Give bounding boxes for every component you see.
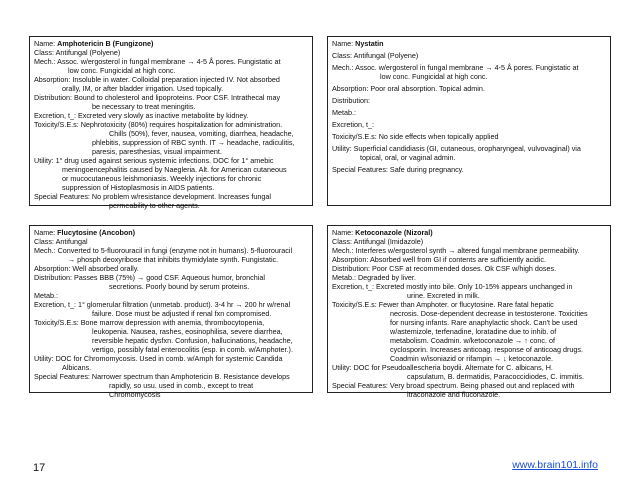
mechanism: Mech.: Assoc. w/ergosterol in fungal membrane → 4-5 Å pores. Fungistatic at — [332, 63, 579, 72]
toxicity-cont: cyclosporin. Increases anticoag. response of anticoag drugs. — [390, 345, 583, 354]
drug-class: Class: Antifungal (Polyene) — [332, 51, 419, 60]
drug-class: Class: Antifungal — [34, 237, 88, 246]
mechanism: Mech.: Interferes w/ergosterol synth → altered fungal membrane permeability. — [332, 246, 580, 255]
toxicity-cont: Coadmin w/isoniazid or rifampin → ↓ ketoconazole. — [390, 354, 553, 363]
utility-cont: topical, oral, or vaginal admin. — [360, 153, 456, 162]
drug-class: Class: Antifungal (Imidazole) — [332, 237, 424, 246]
excretion: Excretion, t_: Excreted very slowly as inactive metabolite by kidney. — [34, 111, 249, 120]
toxicity-cont: reversible hepatic dysfxn. Confusion, hallucinations, headache, — [92, 336, 293, 345]
absorption: Absorption: Well absorbed orally. — [34, 264, 139, 273]
excretion: Excretion, t_: Excreted mostly into bile. Only 10-15% appears unchanged in — [332, 282, 573, 291]
distribution: Distribution: Poor CSF at recommended doses. Ok CSF w/high doses. — [332, 264, 557, 273]
special-features-cont: itraconazole and fluconazole. — [407, 390, 501, 399]
special-features: Special Features: No problem w/resistance development. Increases fungal — [34, 192, 271, 201]
excretion-cont: failure. Dose must be adjusted if renal fxn compromised. — [92, 309, 272, 318]
toxicity: Toxicity/S.E.s: Bone marrow depression with anemia, thrombocytopenia, — [34, 318, 265, 327]
mechanism-cont: low conc. Fungicidal at high conc. — [68, 66, 176, 75]
utility-cont: capsulatum, B. dermatidis, Paracoccidiodes, C. immitis. — [407, 372, 584, 381]
drug-name: Name: Amphotericin B (Fungizone) — [34, 39, 154, 48]
distribution-cont: secretions. Poorly bound by serum proteins. — [109, 282, 250, 291]
toxicity-cont: Chills (50%), fever, nausea, vomiting, diarrhea, headache, — [109, 129, 294, 138]
utility: Utility: Superficial candidiasis (GI, cutaneous, oropharyngeal, vulvovaginal) via — [332, 144, 581, 153]
excretion-cont: urine. Excreted in milk. — [407, 291, 480, 300]
absorption: Absorption: Absorbed well from GI if contents are sufficiently acidic. — [332, 255, 546, 264]
drug-card-flucytosine — [29, 225, 313, 399]
distribution-cont: be necessary to treat meningitis. — [92, 102, 196, 111]
distribution: Distribution: Passes BBB (75%) → good CSF. Aqueous humor, bronchial — [34, 273, 265, 282]
toxicity-cont: for nursing infants. Rare anaphylactic shock. Can't be used — [390, 318, 578, 327]
utility-cont: suppression of Histoplasmosis in AIDS patients. — [62, 183, 215, 192]
drug-card-amphotericin — [29, 36, 313, 210]
mechanism: Mech.: Assoc. w/ergosterol in fungal membrane → 4-5 Å pores. Fungistatic at — [34, 57, 281, 66]
absorption: Absorption: Poor oral absorption. Topical admin. — [332, 84, 485, 93]
toxicity: Toxicity/S.E.s: Nephrotoxicity (80%) requires hospitalization for administration. — [34, 120, 283, 129]
toxicity-cont: phlebitis, suppression of RBC synth. IT → headache, radiculitis, — [92, 138, 295, 147]
special-features: Special Features: Narrower spectrum than Amphotericin B. Resistance develops — [34, 372, 290, 381]
toxicity-cont: vertigo, possibly fatal enterocolitis (esp. in comb. w/Amphoter.). — [92, 345, 293, 354]
special-features-cont: permeability to other agents. — [109, 201, 200, 210]
drug-name: Name: Nystatin — [332, 39, 384, 48]
toxicity-cont: necrosis. Dose-dependent decrease in testosterone. Toxicities — [390, 309, 588, 318]
metabolism: Metab.: — [34, 291, 58, 300]
toxicity: Toxicity/S.E.s: Fewer than Amphoter. or flucytosine. Rare fatal hepatic — [332, 300, 554, 309]
metabolism: Metab.: Degraded by liver. — [332, 273, 416, 282]
drug-class: Class: Antifungal (Polyene) — [34, 48, 121, 57]
distribution: Distribution: Bound to cholesterol and lipoproteins. Poor CSF. Intrathecal may — [34, 93, 281, 102]
drug-name: Name: Flucytosine (Ancobon) — [34, 228, 136, 237]
absorption-cont: orally, IM, or after bladder irrigation. Used topically. — [62, 84, 224, 93]
utility-cont: or mucocutaneous leishmoniasis. Weekly injections for chronic — [62, 174, 262, 183]
utility: Utility: 1° drug used against serious systemic infections. DOC for 1° amebic — [34, 156, 274, 165]
mechanism: Mech.: Converted to 5-fluorouracil in fungi (enzyme not in humans). 5-fluorouracil — [34, 246, 293, 255]
excretion: Excretion, t_: — [332, 120, 374, 129]
drug-card-ketoconazole — [327, 225, 611, 399]
toxicity-cont: leukopenia. Nausea, rashes, eosinophilisa, severe diarrhea, — [92, 327, 283, 336]
utility: Utility: DOC for Pseudoallescheria boydii. Alternate for C. albicans, H. — [332, 363, 553, 372]
special-features: Special Features: Safe during pregnancy. — [332, 165, 464, 174]
toxicity-cont: w/astemizole, terfenadine, loratadine due to inhib. of — [390, 327, 557, 336]
special-features: Special Features: Very broad spectrum. Being phased out and replaced with — [332, 381, 575, 390]
drug-name: Name: Ketoconazole (Nizoral) — [332, 228, 433, 237]
utility: Utility: DOC for Chromomycosis. Used in comb. w/Amph for systemic Candida — [34, 354, 283, 363]
page-number: 17 — [33, 462, 46, 474]
distribution: Distribution: — [332, 96, 370, 105]
drug-card-nystatin — [327, 36, 611, 206]
excretion: Excretion, t_: 1° glomerular filtration (unmetab. product). 3-4 hr → 200 hr w/renal — [34, 300, 291, 309]
special-features-cont: Chromomycosis — [109, 390, 161, 399]
utility-cont: Albicans. — [62, 363, 92, 372]
mechanism-cont: → phosph deoxyribose that inhibits thymidylate synth. Fungistatic. — [68, 255, 279, 264]
absorption: Absorption: Insoluble in water. Colloidal preparation injected IV. Not absorbed — [34, 75, 280, 84]
toxicity: Toxicity/S.E.s: No side effects when topically applied — [332, 132, 499, 141]
utility-cont: meningoencephalitis caused by Naegleria. Alt. for American cutaneous — [62, 165, 287, 174]
mechanism-cont: low conc. Fungicidal at high conc. — [380, 72, 488, 81]
toxicity-cont: paresis, paresthesias, visual impairment. — [92, 147, 222, 156]
toxicity-cont: metabolism. Coadmin. w/ketoconazole → ↑ conc. of — [390, 336, 555, 345]
footer-link[interactable]: www.brain101.info — [512, 459, 598, 471]
metabolism: Metab.: — [332, 108, 356, 117]
special-features-cont: rapidly, so usu. used in comb., except to treat — [109, 381, 254, 390]
